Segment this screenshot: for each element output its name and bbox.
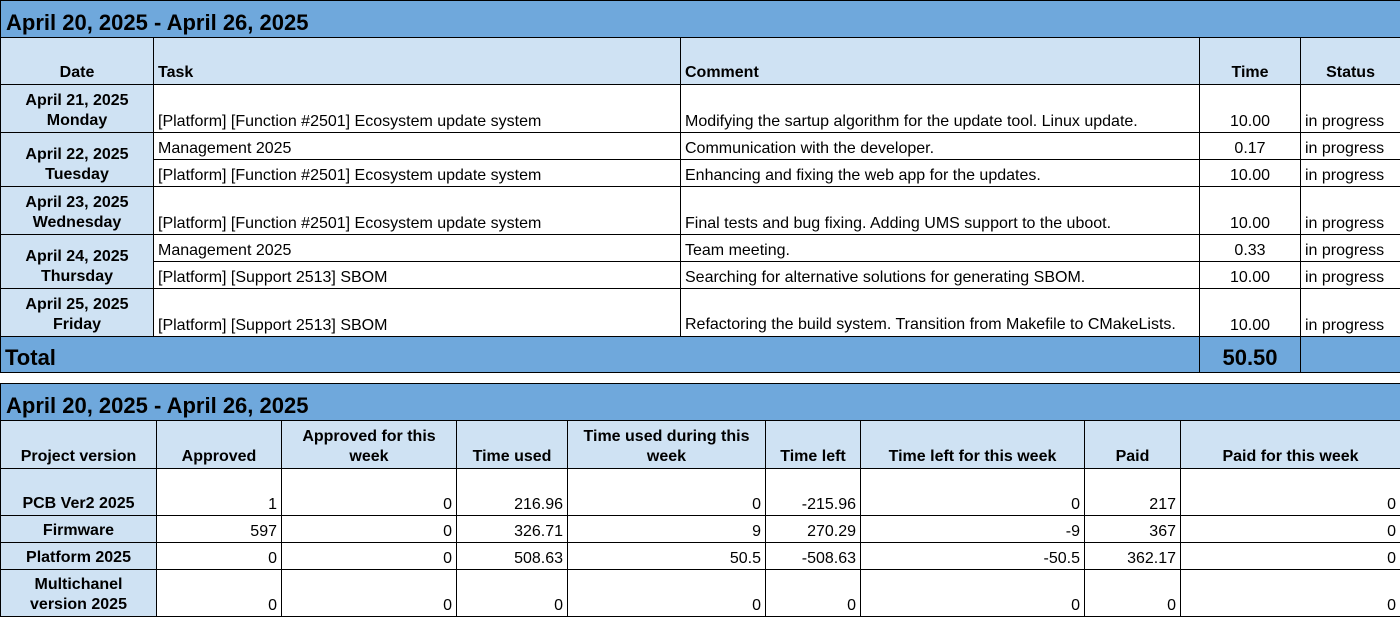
approved-cell: 597 <box>157 516 282 543</box>
approved-week-cell: 0 <box>282 570 457 617</box>
time-cell: 10.00 <box>1200 160 1301 187</box>
day-weekday: Tuesday <box>45 166 109 183</box>
table-row <box>1 289 1400 337</box>
time-left-cell: 270.29 <box>766 516 861 543</box>
paid-cell: 362.17 <box>1085 543 1181 570</box>
task-cell: [Platform] [Function #2501] Ecosystem update system <box>154 187 681 235</box>
task-cell: [Platform] [Function #2501] Ecosystem update system <box>154 85 681 133</box>
time-used-week-header: Time used during this week <box>568 421 766 469</box>
status-cell: in progress <box>1301 187 1400 235</box>
summary-title: April 20, 2025 - April 26, 2025 <box>1 384 1400 421</box>
time-used-week-cell: 50.5 <box>568 543 766 570</box>
day-date: April 21, 2025 <box>25 92 129 109</box>
weekly-log-title: April 20, 2025 - April 26, 2025 <box>1 1 1400 38</box>
table-gap <box>0 373 1400 383</box>
paid-week-header: Paid for this week <box>1181 421 1400 469</box>
time-left-week-cell: 0 <box>861 570 1085 617</box>
approved-week-header: Approved for this week <box>282 421 457 469</box>
time-cell: 10.00 <box>1200 289 1301 337</box>
project-version-header: Project version <box>1 421 157 469</box>
time-used-week-cell: 0 <box>568 570 766 617</box>
status-cell: in progress <box>1301 85 1400 133</box>
day-cell <box>1 85 154 133</box>
comment-cell: Modifying the sartup algorithm for the update tool. Linux update. <box>681 85 1200 133</box>
comment-cell: Refactoring the build system. Transition from Makefile to CMakeLists. <box>681 289 1200 337</box>
time-used-week-cell: 0 <box>568 469 766 516</box>
day-date: April 24, 2025 <box>25 248 129 265</box>
task-cell: [Platform] [Function #2501] Ecosystem update system <box>154 160 681 187</box>
paid-header: Paid <box>1085 421 1181 469</box>
time-cell: 0.33 <box>1200 235 1301 262</box>
approved-week-cell: 0 <box>282 516 457 543</box>
total-status-cell <box>1301 337 1400 373</box>
summary-title-row <box>1 384 1400 421</box>
comment-cell: Searching for alternative solutions for generating SBOM. <box>681 262 1200 289</box>
time-left-header: Time left <box>766 421 861 469</box>
status-cell: in progress <box>1301 289 1400 337</box>
summary-header-row <box>1 421 1400 469</box>
day-cell <box>1 187 154 235</box>
time-used-cell: 508.63 <box>457 543 568 570</box>
table-row <box>1 262 1400 289</box>
approved-cell: 1 <box>157 469 282 516</box>
task-column-header: Task <box>154 38 681 85</box>
day-date: April 22, 2025 <box>25 146 129 163</box>
time-used-cell: 326.71 <box>457 516 568 543</box>
paid-week-cell: 0 <box>1181 570 1400 617</box>
time-left-cell: -215.96 <box>766 469 861 516</box>
table-row <box>1 516 1400 543</box>
comment-column-header: Comment <box>681 38 1200 85</box>
approved-week-cell: 0 <box>282 543 457 570</box>
time-cell: 10.00 <box>1200 85 1301 133</box>
day-weekday: Thursday <box>40 268 113 285</box>
task-cell: [Platform] [Support 2513] SBOM <box>154 262 681 289</box>
table-row <box>1 469 1400 516</box>
total-time: 50.50 <box>1200 337 1301 373</box>
paid-cell: 367 <box>1085 516 1181 543</box>
day-cell <box>1 133 154 187</box>
approved-header: Approved <box>157 421 282 469</box>
weekly-log-title-row <box>1 1 1400 38</box>
total-row <box>1 337 1400 373</box>
time-cell: 0.17 <box>1200 133 1301 160</box>
day-date: April 23, 2025 <box>25 194 129 211</box>
time-left-week-cell: 0 <box>861 469 1085 516</box>
paid-cell: 217 <box>1085 469 1181 516</box>
time-left-week-header: Time left for this week <box>861 421 1085 469</box>
comment-cell: Communication with the developer. <box>681 133 1200 160</box>
table-row <box>1 160 1400 187</box>
weekly-log-header-row <box>1 38 1400 85</box>
time-cell: 10.00 <box>1200 187 1301 235</box>
table-row <box>1 85 1400 133</box>
approved-cell: 0 <box>157 570 282 617</box>
time-used-cell: 216.96 <box>457 469 568 516</box>
time-column-header: Time <box>1200 38 1301 85</box>
status-column-header: Status <box>1301 38 1400 85</box>
day-cell <box>1 235 154 289</box>
time-left-cell: 0 <box>766 570 861 617</box>
project-name-cell: Firmware <box>1 516 157 543</box>
project-summary-table <box>0 383 1400 617</box>
task-cell: Management 2025 <box>154 133 681 160</box>
table-row <box>1 570 1400 617</box>
date-column-header: Date <box>1 38 154 85</box>
comment-cell: Team meeting. <box>681 235 1200 262</box>
paid-week-cell: 0 <box>1181 543 1400 570</box>
task-cell: Management 2025 <box>154 235 681 262</box>
time-left-cell: -508.63 <box>766 543 861 570</box>
project-name-cell: PCB Ver2 2025 <box>1 469 157 516</box>
project-name-cell: Multichanel version 2025 <box>1 570 157 617</box>
status-cell: in progress <box>1301 235 1400 262</box>
paid-week-cell: 0 <box>1181 516 1400 543</box>
day-cell <box>1 289 154 337</box>
approved-week-cell: 0 <box>282 469 457 516</box>
time-cell: 10.00 <box>1200 262 1301 289</box>
status-cell: in progress <box>1301 160 1400 187</box>
table-row <box>1 187 1400 235</box>
time-left-week-cell: -50.5 <box>861 543 1085 570</box>
project-name-cell: Platform 2025 <box>1 543 157 570</box>
table-row <box>1 543 1400 570</box>
table-row <box>1 235 1400 262</box>
comment-cell: Enhancing and fixing the web app for the updates. <box>681 160 1200 187</box>
day-weekday: Monday <box>46 112 108 129</box>
status-cell: in progress <box>1301 133 1400 160</box>
time-used-cell: 0 <box>457 570 568 617</box>
day-weekday: Friday <box>52 316 101 333</box>
time-left-week-cell: -9 <box>861 516 1085 543</box>
total-label: Total <box>1 337 1200 373</box>
approved-cell: 0 <box>157 543 282 570</box>
comment-cell: Final tests and bug fixing. Adding UMS support to the uboot. <box>681 187 1200 235</box>
day-weekday: Wednesday <box>32 214 122 231</box>
task-cell: [Platform] [Support 2513] SBOM <box>154 289 681 337</box>
status-cell: in progress <box>1301 262 1400 289</box>
paid-cell: 0 <box>1085 570 1181 617</box>
table-row <box>1 133 1400 160</box>
day-date: April 25, 2025 <box>25 296 129 313</box>
time-used-header: Time used <box>457 421 568 469</box>
time-used-week-cell: 9 <box>568 516 766 543</box>
paid-week-cell: 0 <box>1181 469 1400 516</box>
